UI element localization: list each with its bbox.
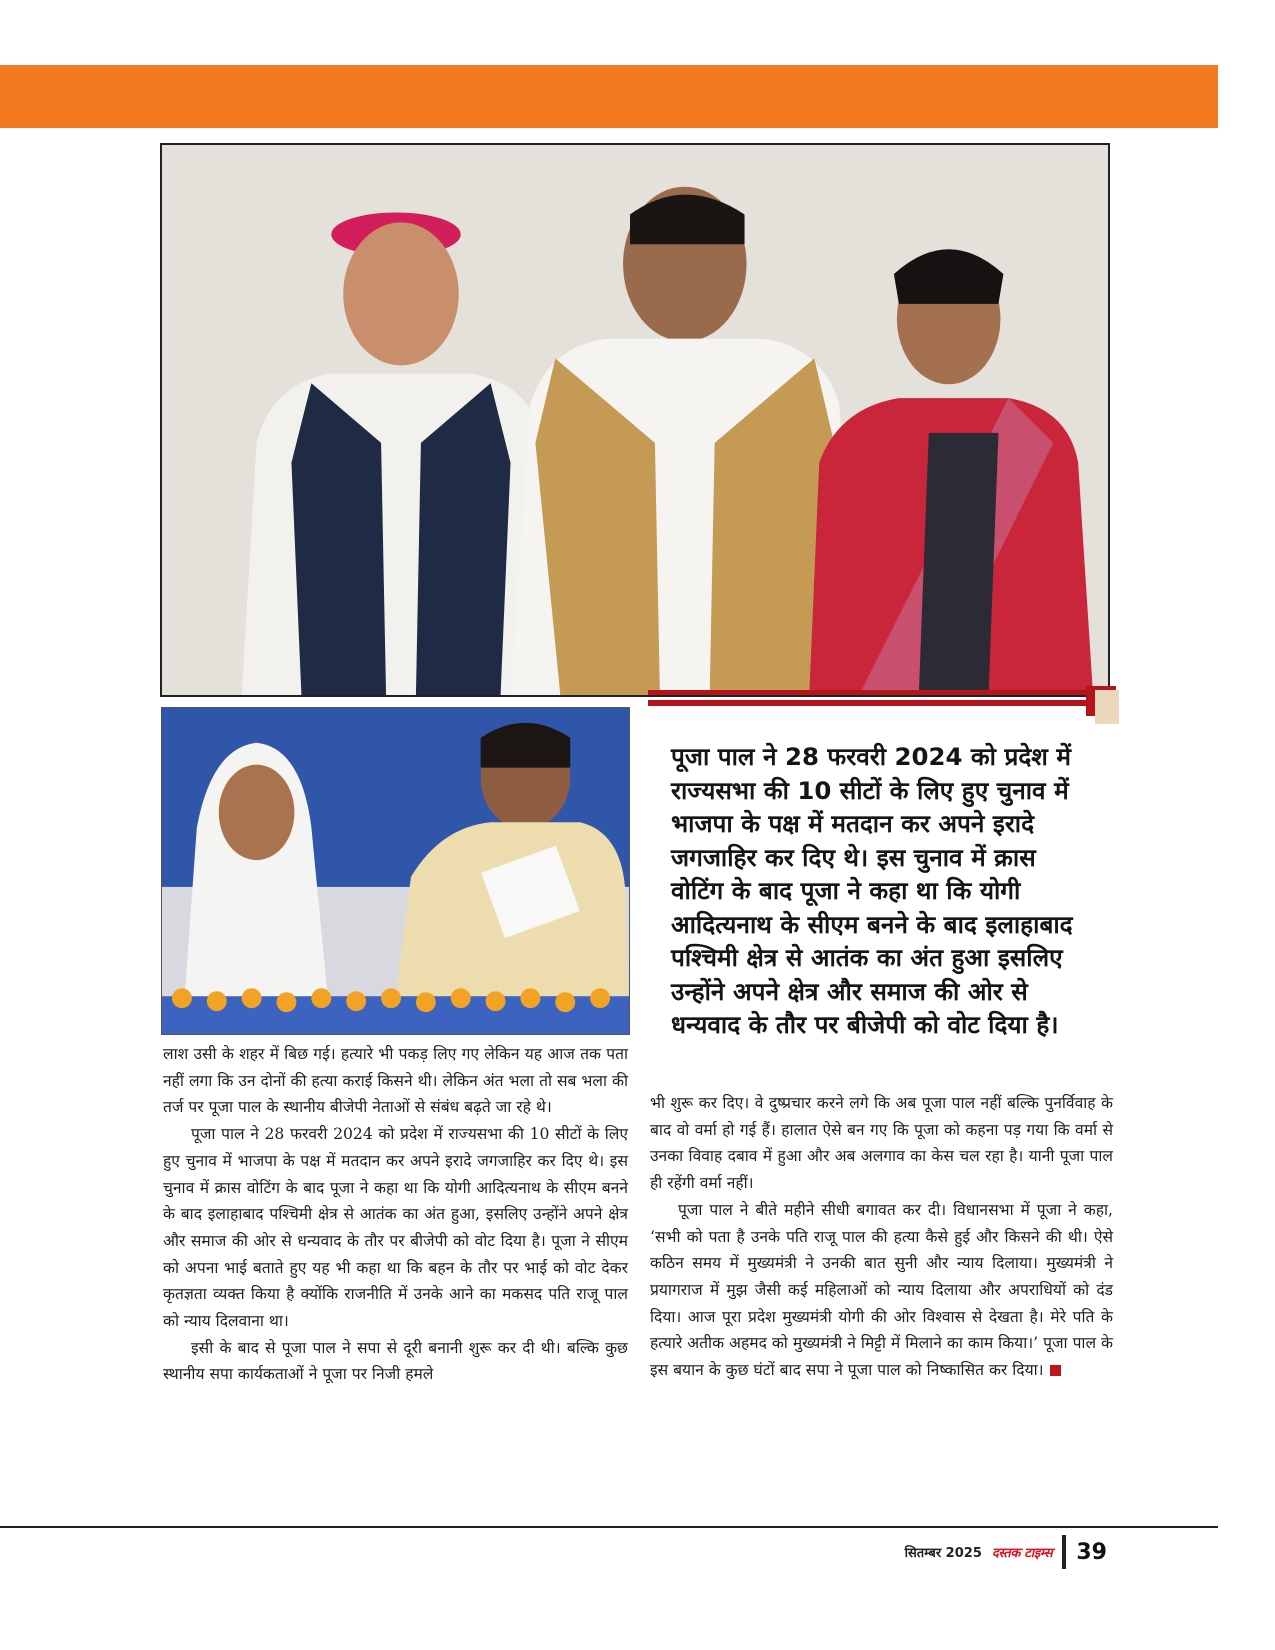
inset-photo [161, 707, 630, 1035]
paragraph: पूजा पाल ने 28 फरवरी 2024 को प्रदेश में राज्यसभा की 10 सीटों के लिए हुए चुनाव में भाजपा के पक्ष में मतदान कर अपने इरादे जगजाहिर कर दिए थे। इस चुनाव में क्रास वोटिंग के बाद पूजा ने कहा था कि योगी आदित्यनाथ के सीएम बनने के बाद इलाहाबाद पश्चिमी क्षेत्र से आतंक का अंत हुआ, इसलिए उन्होंने अपने क्षेत्र और समाज की ओर से धन्यवाद के तौर पर बीजेपी को वोट दिया है। पूजा ने सीएम को अपना भाई बताते हुए यह भी कहा था कि बहन के तौर पर भाई को वोट देकर कृतज्ञता व्यक्त किया है क्योंकि राजनीति में उनके आने का मकसद पति राजू पाल को न्याय दिलवाना था। [163, 1125, 628, 1331]
pullquote: पूजा पाल ने 28 फरवरी 2024 को प्रदेश में राज्यसभा की 10 सीटों के लिए हुए चुनाव में भाजपा के पक्ष में मतदान कर अपने इरादे जगजाहिर कर दिए थे। इस चुनाव में क्रास वोटिंग के बाद पूजा ने कहा था कि योगी आदित्यनाथ के सीएम बनने के बाद इलाहाबाद पश्चिमी क्षेत्र से आतंक का अंत हुआ इसलिए उन्होंने अपने क्षेत्र और समाज की ओर से धन्यवाद के तौर पर बीजेपी को वोट दिया है। [671, 742, 1073, 1039]
footer-rule [0, 1526, 1218, 1528]
paragraph: इसी के बाद से पूजा पाल ने सपा से दूरी बनानी शुरू कर दी थी। बल्कि कुछ स्थानीय सपा कार्यकताओं ने पूजा पर निजी हमले [163, 1338, 628, 1384]
pullquote-rule-bottom [648, 700, 1090, 706]
pullquote-rule-top [648, 690, 1090, 695]
article-column-right [650, 1090, 1113, 1384]
footer-divider [1062, 1535, 1066, 1569]
header-band [0, 65, 1218, 128]
paragraph: लाश उसी के शहर में बिछ गई। हत्यारे भी पकड़ लिए गए लेकिन यह आज तक पता नहीं लगा कि उन दोनों की हत्या कराई किसने थी। लेकिन अंत भला तो सब भला की तर्ज पर पूजा पाल के स्थानीय बीजेपी नेताओं से संबंध बढ़ते जा रहे थे। [163, 1045, 628, 1117]
paragraph-text: पूजा पाल ने बीते महीने सीधी बगावत कर दी। विधानसभा में पूजा ने कहा, ‘सभी को पता है उनके पति राजू पाल की हत्या कैसे हुई और किसने की थी। ऐसे कठिन समय में मुख्यमंत्री ने उनकी बात सुनी और न्याय दिलाया। मुख्यमंत्री ने प्रयागराज में मुझ जैसी कई महिलाओं को न्याय दिलाया और अपराधियों को दंड दिया। आज पूरा प्रदेश मुख्यमंत्री योगी की ओर विश्वास से देखता है। मेरे पति के हत्यारे अतीक अहमद को मुख्यमंत्री ने मिट्टी में मिलाने का काम किया।’ पूजा पाल के इस बयान के कुछ घंटों बाद सपा ने पूजा पाल को निष्कासित कर दिया। [650, 1200, 1113, 1380]
paragraph: भी शुरू कर दिए। वे दुष्प्रचार करने लगे कि अब पूजा पाल नहीं बल्कि पुनर्विवाह के बाद वो वर्मा हो गई हैं। हालात ऐसे बन गए कि पूजा को कहना पड़ गया कि वर्मा से उनका विवाह दबाव में हुआ और अब अलगाव का केस चल रहा है। यानी पूजा पाल ही रहेंगी वर्मा नहीं। [650, 1094, 1113, 1193]
footer [905, 1534, 1107, 1570]
pullquote-ornament [648, 686, 1118, 728]
magazine-logo: दस्तक टाइम्स [991, 1546, 1053, 1561]
end-mark-icon [1050, 1365, 1061, 1376]
issue-date: सितम्बर 2025 [904, 1546, 982, 1561]
article-column-left [163, 1041, 628, 1388]
rally-photo-icon [162, 708, 629, 1034]
pullquote-corner-beige [1095, 690, 1119, 724]
group-photo-icon [162, 145, 1108, 695]
main-photo [160, 143, 1110, 697]
paragraph-final [650, 1197, 1113, 1384]
page-number: 39 [1076, 1539, 1107, 1565]
